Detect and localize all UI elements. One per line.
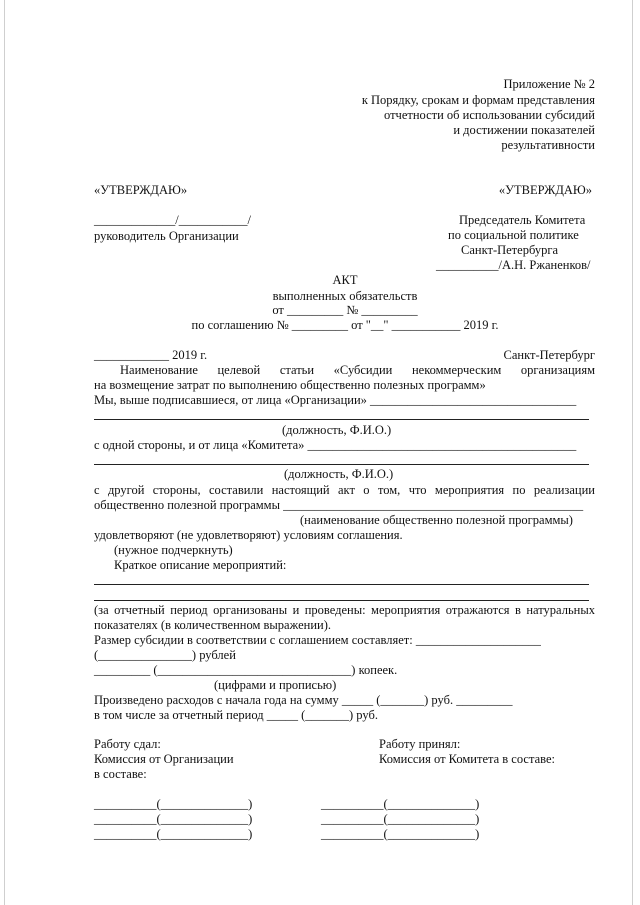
act-number-line: от _________ № _________ [272, 303, 418, 317]
act-date: ____________ 2019 г. [94, 348, 208, 362]
signature-line-left: __________(______________) [94, 827, 253, 841]
signature-line-left: __________(______________) [94, 812, 253, 826]
subsidy-kop-line: _________ (_______________________________) копеек. [94, 663, 398, 677]
signers-line: Мы, выше подписавшиеся, от лица «Организации» _________________________________ [94, 393, 577, 407]
underline-note: (нужное подчеркнуть) [114, 543, 233, 557]
left-scan-edge [4, 0, 5, 905]
satisfy-line: удовлетворяют (не удовлетворяют) условиям соглашения. [94, 528, 403, 542]
appendix-title: Приложение № 2 [503, 77, 595, 91]
program-line: общественно полезной программы ________________________________________________ [94, 498, 584, 512]
blank-line [94, 464, 589, 465]
signature-line-right: __________(______________) [321, 827, 480, 841]
appendix-line: и достижении показателей [453, 123, 595, 137]
approve-left-title: «УТВЕРЖДАЮ» [94, 183, 188, 197]
act-city: Санкт-Петербург [503, 348, 595, 362]
brief-description-label: Краткое описание мероприятий: [114, 558, 287, 572]
signature-line-left: __________(______________) [94, 797, 253, 811]
program-note: (наименование общественно полезной программы) [300, 513, 573, 527]
approve-left-role: руководитель Организации [94, 229, 239, 243]
position-note: (должность, Ф.И.О.) [282, 423, 392, 437]
approve-right-role: Председатель Комитета [459, 213, 586, 227]
act-agreement-line: по соглашению № _________ от "__" ___________ 2019 г. [191, 318, 499, 332]
period-expenses-line: в том числе за отчетный период _____ (_______) руб. [94, 708, 378, 722]
signature-line-right: __________(______________) [321, 797, 480, 811]
org-commission-label: Комиссия от Организации [94, 752, 234, 766]
appendix-line: результативности [501, 138, 595, 152]
appendix-line: отчетности об использовании субсидий [383, 108, 595, 122]
right-scan-edge [632, 0, 633, 905]
org-composition-label: в составе: [94, 767, 147, 781]
blank-line [94, 600, 589, 601]
accepted-label: Работу принял: [379, 737, 461, 751]
period-line: (за отчетный период организованы и проведены: мероприятия отражаются в натуральных [94, 603, 595, 617]
subsidy-rub-line: (_______________) рублей [94, 648, 236, 662]
subsidy-line: Размер субсидии в соответствии с соглашением составляет: ____________________ [94, 633, 541, 647]
approve-right-signature: __________/А.Н. Ржаненков/ [436, 258, 591, 272]
words-note: (цифрами и прописью) [214, 678, 337, 692]
approve-right-role: Санкт-Петербурга [461, 243, 559, 257]
committee-commission-label: Комиссия от Комитета в составе: [379, 752, 555, 766]
expenses-line: Произведено расходов с начала года на сумму _____ (_______) руб. _________ [94, 693, 513, 707]
period-line: показателях (в количественном выражении). [94, 618, 331, 632]
approve-right-role: по социальной политике [448, 228, 579, 242]
one-side-line: с одной стороны, и от лица «Комитета» ___________________________________________ [94, 438, 577, 452]
handed-label: Работу сдал: [94, 737, 161, 751]
blank-line [94, 584, 589, 585]
act-subtitle: выполненных обязательств [272, 289, 418, 303]
approve-right-title: «УТВЕРЖДАЮ» [498, 183, 592, 197]
approve-left-signature: _____________/___________/ [94, 213, 251, 227]
act-title: АКТ [332, 273, 358, 287]
purpose-line: на возмещение затрат по выполнению общественно полезных программ» [94, 378, 486, 392]
position-note: (должность, Ф.И.О.) [284, 467, 394, 481]
purpose-line: Наименование целевой статьи «Субсидии некоммерческим организациям [120, 363, 595, 377]
blank-line [94, 419, 589, 420]
other-side-line: с другой стороны, составили настоящий акт о том, что мероприятия по реализации [94, 483, 595, 497]
appendix-line: к Порядку, срокам и формам представления [361, 93, 595, 107]
signature-line-right: __________(______________) [321, 812, 480, 826]
